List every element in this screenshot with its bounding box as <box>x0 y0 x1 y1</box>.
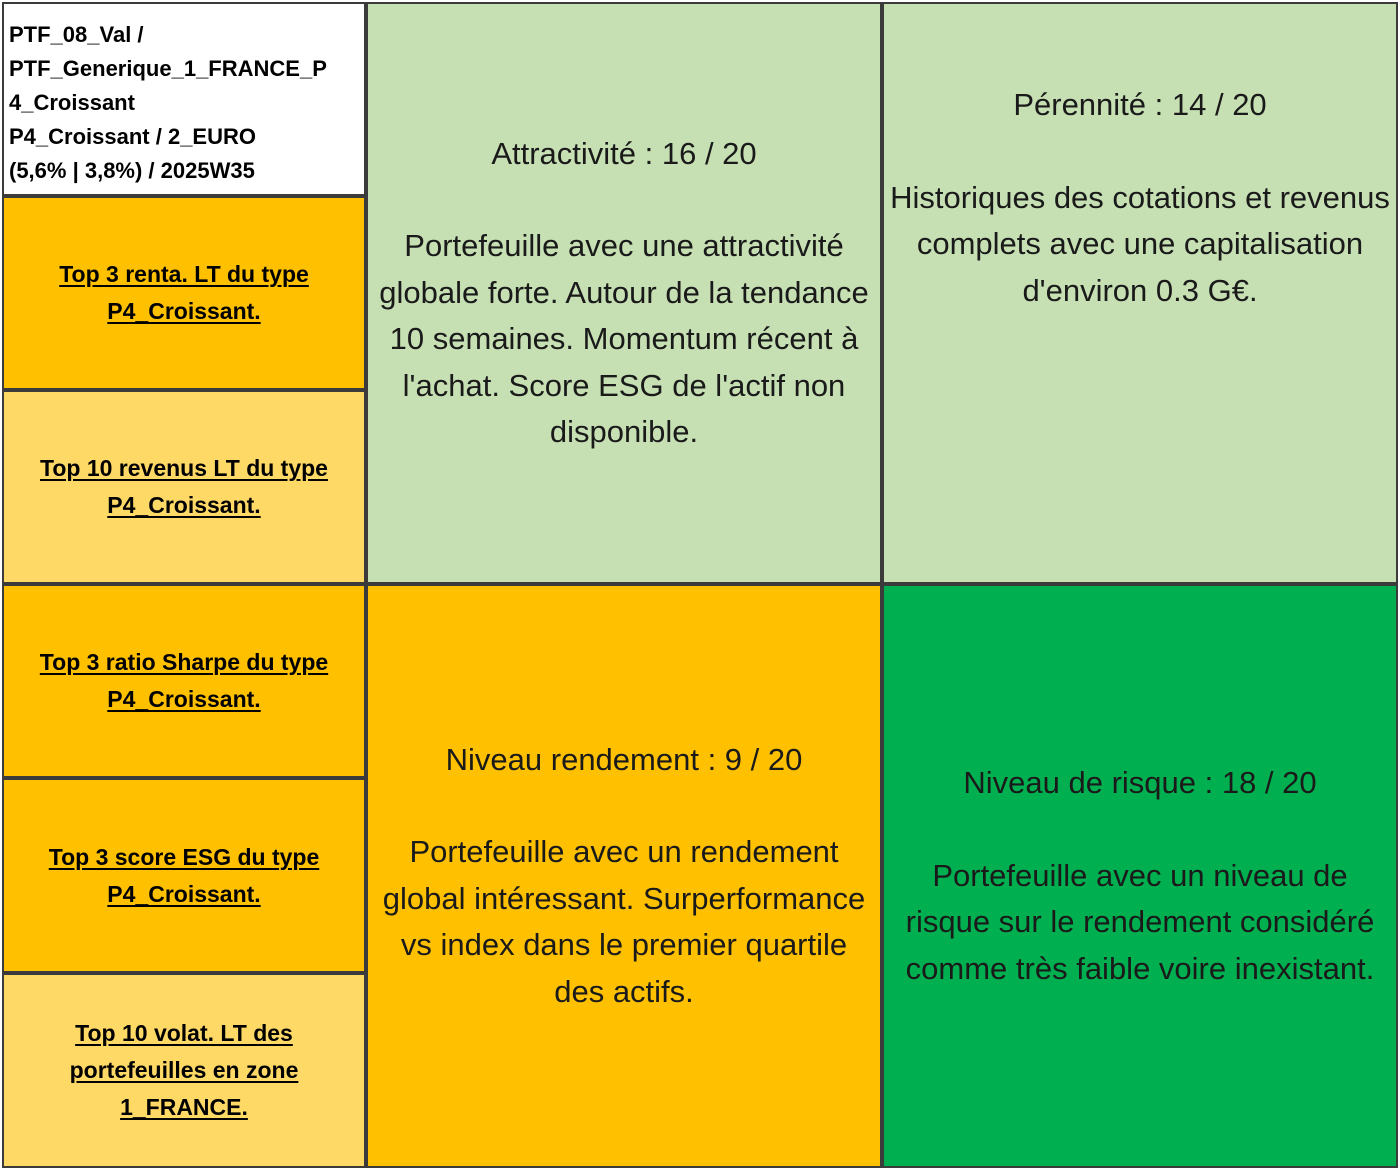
attractivite-title: Attractivité : 16 / 20 <box>491 135 757 171</box>
link-cell-top3-sharpe <box>2 584 366 778</box>
link-cell-top3-esg <box>2 778 366 973</box>
rendement-title: Niveau rendement : 9 / 20 <box>445 741 803 777</box>
attractivite-description: Portefeuille avec une attractivité globale forte. Autour de la tendance 10 semaines. Momentum récent à l'achat. Score ESG de l'actif non disponible. <box>379 228 869 449</box>
risque-description: Portefeuille avec un niveau de risque sur le rendement considéré comme très faible voire inexistant. <box>905 857 1375 986</box>
link-top3-esg[interactable]: Top 3 score ESG du type P4_Croissant. <box>48 843 320 907</box>
portfolio-header <box>2 2 366 196</box>
rendement-panel <box>366 584 882 1168</box>
link-cell-top3-renta <box>2 196 366 390</box>
link-top10-volat[interactable]: Top 10 volat. LT des portefeuilles en zone 1_FRANCE. <box>69 1020 299 1120</box>
link-top10-revenus[interactable]: Top 10 revenus LT du type P4_Croissant. <box>40 455 328 518</box>
attractivite-panel <box>366 2 882 584</box>
risque-panel <box>882 584 1398 1168</box>
perennite-description: Historiques des cotations et revenus complets avec une capitalisation d'environ 0.3 G€. <box>890 179 1390 308</box>
perennite-panel <box>882 2 1398 584</box>
perennite-title: Pérennité : 14 / 20 <box>1013 87 1267 122</box>
link-top3-renta[interactable]: Top 3 renta. LT du type P4_Croissant. <box>59 261 309 324</box>
rendement-description: Portefeuille avec un rendement global intéressant. Surperformance vs index dans le premier quartile des actifs. <box>382 834 866 1009</box>
link-cell-top10-revenus <box>2 390 366 584</box>
link-cell-top10-volat <box>2 973 366 1168</box>
link-top3-sharpe[interactable]: Top 3 ratio Sharpe du type P4_Croissant. <box>39 649 329 712</box>
portfolio-header-text: PTF_08_Val / PTF_Generique_1_FRANCE_P 4_Croissant P4_Croissant / 2_EURO (5,6% | 3,8%) / 2025W35 <box>9 22 327 183</box>
risque-title: Niveau de risque : 18 / 20 <box>963 765 1317 800</box>
